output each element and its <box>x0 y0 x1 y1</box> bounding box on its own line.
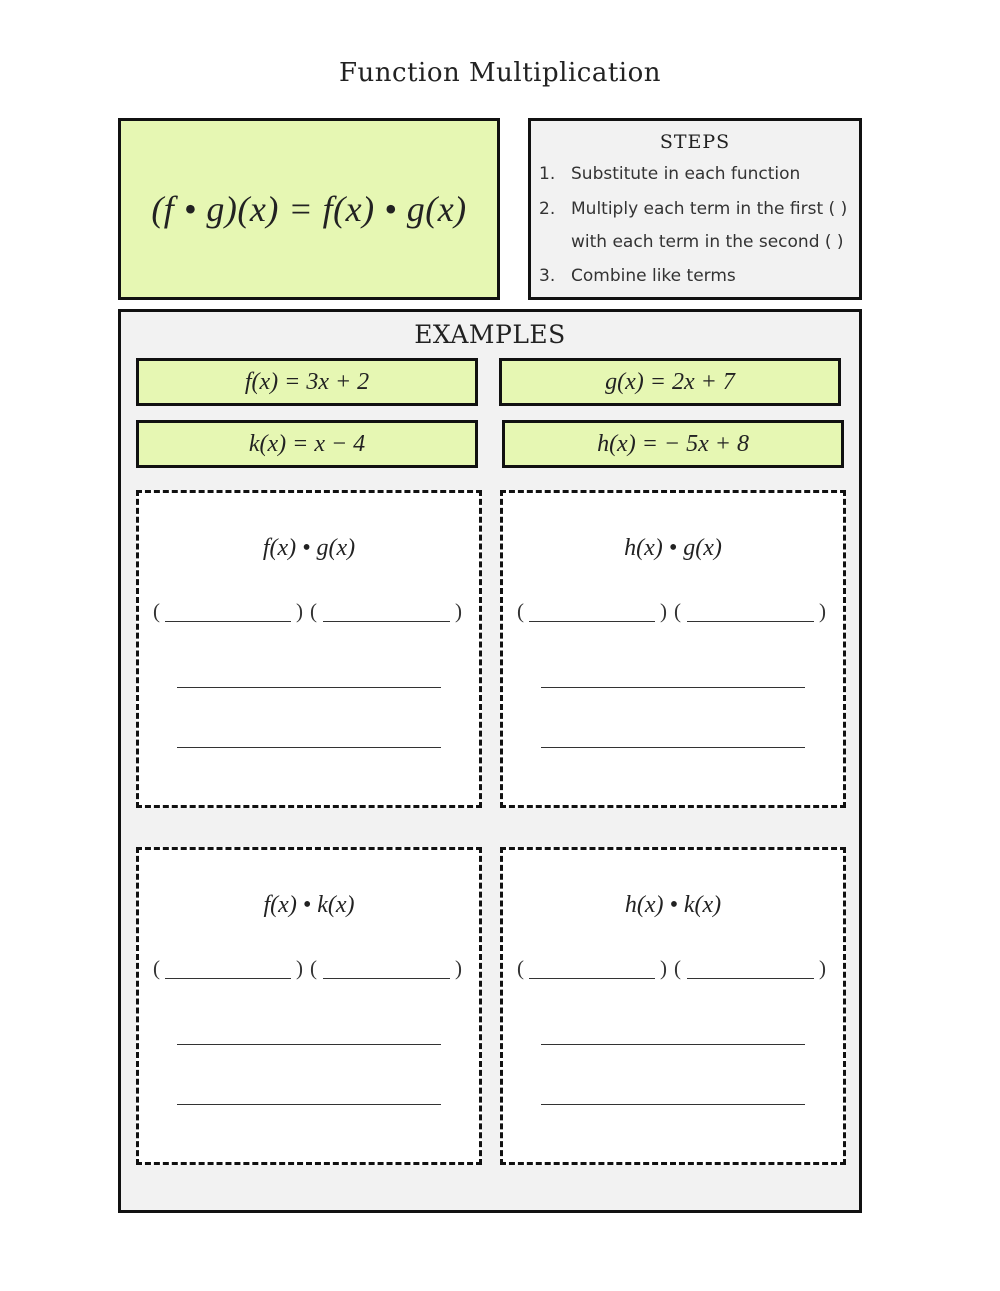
second-factor-blank[interactable] <box>687 621 814 622</box>
open-paren: ( <box>153 599 160 623</box>
examples-box <box>118 309 862 1213</box>
page-title: Function Multiplication <box>339 58 661 88</box>
answer-line-2[interactable] <box>541 747 805 748</box>
open-paren: ( <box>674 599 681 623</box>
open-paren: ( <box>310 956 317 980</box>
open-paren: ( <box>153 956 160 980</box>
function-f-box <box>136 358 478 406</box>
answer-line-2[interactable] <box>177 1104 441 1105</box>
examples-title: EXAMPLES <box>414 320 566 349</box>
function-k-box <box>136 420 478 468</box>
close-paren: ) <box>296 956 303 980</box>
answer-line-1[interactable] <box>177 687 441 688</box>
formula-box <box>118 118 500 300</box>
first-factor-blank[interactable] <box>529 978 655 979</box>
close-paren: ) <box>296 599 303 623</box>
open-paren: ( <box>310 599 317 623</box>
open-paren: ( <box>517 956 524 980</box>
formula-text: (f • g)(x) = f(x) • g(x) <box>151 189 467 229</box>
function-g-box <box>499 358 841 406</box>
function-k: k(x) = x − 4 <box>248 430 366 457</box>
open-paren: ( <box>517 599 524 623</box>
factor-blanks <box>517 599 832 625</box>
close-paren: ) <box>660 599 667 623</box>
step-text: Combine like terms <box>571 266 736 286</box>
second-factor-blank[interactable] <box>323 978 450 979</box>
step-2 <box>539 199 847 219</box>
close-paren: ) <box>455 956 462 980</box>
function-h: h(x) = − 5x + 8 <box>597 430 749 457</box>
answer-line-1[interactable] <box>541 1044 805 1045</box>
answer-line-2[interactable] <box>541 1104 805 1105</box>
close-paren: ) <box>455 599 462 623</box>
answer-line-1[interactable] <box>541 687 805 688</box>
step-number: 3. <box>539 266 556 286</box>
answer-line-2[interactable] <box>177 747 441 748</box>
steps-box <box>528 118 862 300</box>
step-1 <box>539 164 800 184</box>
function-g: g(x) = 2x + 7 <box>605 368 735 395</box>
work-box-f-times-k <box>136 847 482 1165</box>
close-paren: ) <box>819 956 826 980</box>
factor-blanks <box>153 956 468 982</box>
step-text: Substitute in each function <box>571 164 801 184</box>
factor-blanks <box>153 599 468 625</box>
factor-blanks <box>517 956 832 982</box>
first-factor-blank[interactable] <box>165 978 291 979</box>
problem-title: h(x) • k(x) <box>624 892 722 918</box>
step-2-continued <box>539 232 844 252</box>
step-text: Multiply each term in the first ( ) <box>571 199 848 219</box>
steps-title: STEPS <box>659 131 731 153</box>
answer-line-1[interactable] <box>177 1044 441 1045</box>
step-number: 2. <box>539 199 556 219</box>
function-h-box <box>502 420 844 468</box>
first-factor-blank[interactable] <box>529 621 655 622</box>
problem-title: h(x) • g(x) <box>624 535 722 561</box>
work-box-f-times-g <box>136 490 482 808</box>
close-paren: ) <box>660 956 667 980</box>
function-f: f(x) = 3x + 2 <box>244 368 370 395</box>
problem-title: f(x) • g(x) <box>262 535 356 561</box>
work-box-h-times-g <box>500 490 846 808</box>
step-number: 1. <box>539 164 556 184</box>
second-factor-blank[interactable] <box>323 621 450 622</box>
problem-title: f(x) • k(x) <box>263 892 355 918</box>
second-factor-blank[interactable] <box>687 978 814 979</box>
step-3 <box>539 266 736 286</box>
work-box-h-times-k <box>500 847 846 1165</box>
first-factor-blank[interactable] <box>165 621 291 622</box>
open-paren: ( <box>674 956 681 980</box>
step-text: with each term in the second ( ) <box>571 232 844 252</box>
close-paren: ) <box>819 599 826 623</box>
